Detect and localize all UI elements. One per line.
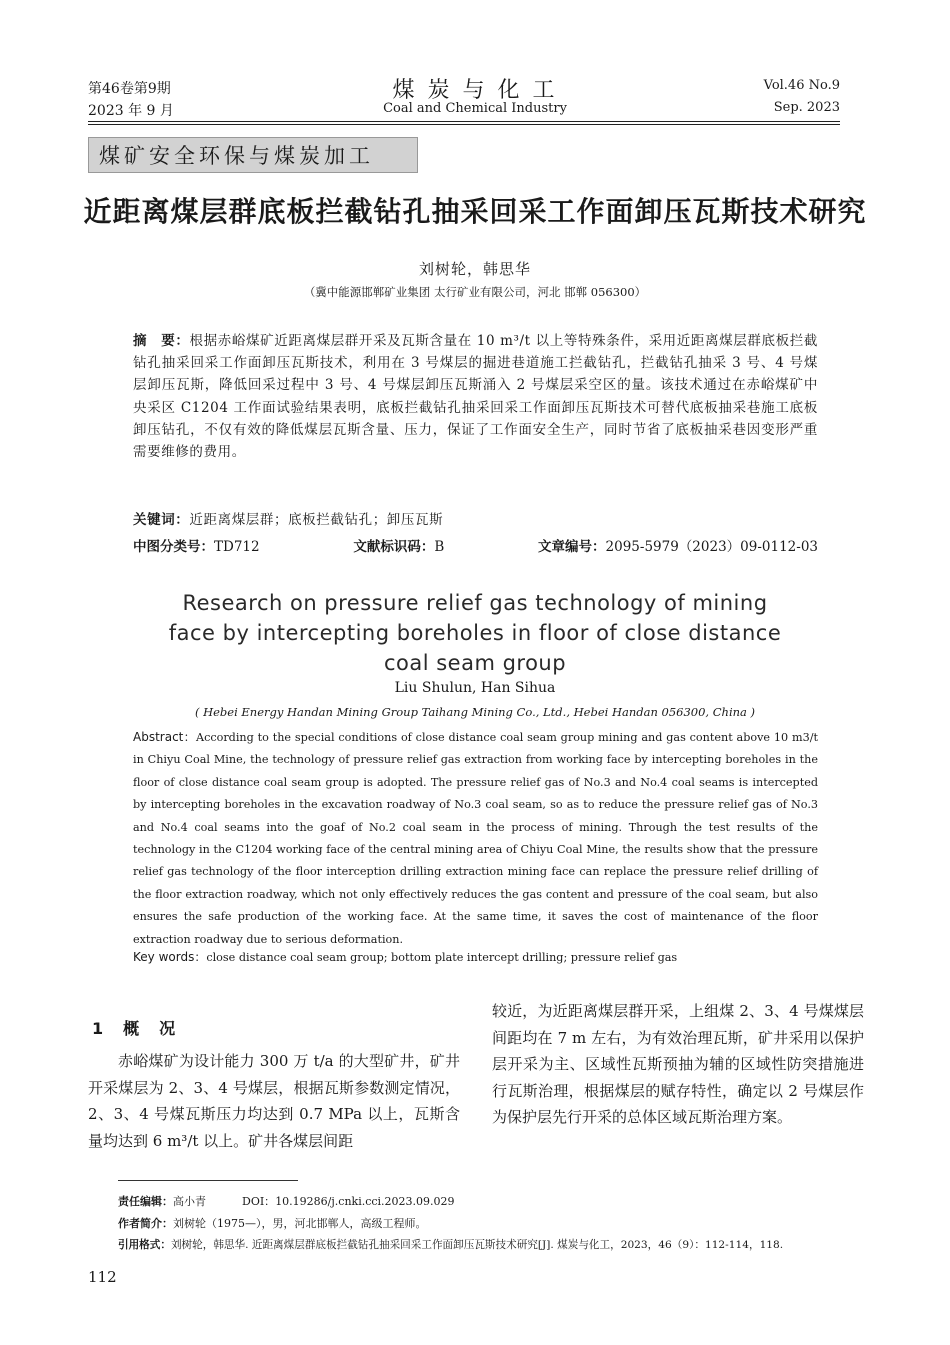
abstract-cn-text: 根据赤峪煤矿近距离煤层群开采及瓦斯含量在 10 m³/t 以上等特殊条件，采用近距离煤层群底板拦截钻孔抽采回采工作面卸压瓦斯技术，利用在 3 号煤层的掘进巷道施工拦截钻孔，拦截钻孔抽采 3 号、4 号煤层卸压瓦斯，降低回采过程中 3 号、4 号煤层卸压瓦斯涌入 2 号煤层采空区的量。该技术通过在赤峪煤矿中央采区 C1204 工作面试验结果表明，底板拦截钻孔抽采回采工作面卸压瓦斯技术可替代底板抽采巷施工底板卸压钻孔，不仅有效的降低煤层瓦斯含量、压力，保证了工作面安全生产，同时节省了底板抽采巷因变形严重需要维修的费用。 <box>133 333 818 461</box>
affiliation-en: ( Hebei Energy Handan Mining Group Taihang Mining Co., Ltd., Hebei Handan 056300, China ) <box>194 705 756 719</box>
keywords-cn-label: 关键词： <box>133 512 190 528</box>
footnote-citation <box>118 1237 878 1252</box>
keywords-en-text: close distance coal seam group; bottom plate intercept drilling; pressure relief gas <box>206 951 678 964</box>
author-bio: 刘树轮（1975—），男，河北邯郸人，高级工程师。 <box>173 1217 427 1230</box>
authors-cn: 刘树轮，韩思华 <box>418 260 531 278</box>
body-paragraph-left: 赤峪煤矿为设计能力 300 万 t/a 的大型矿井，矿井开采煤层为 2、3、4 号煤层，根据瓦斯参数测定情况，2、3、4 号煤瓦斯压力均达到 0.7 MPa 以上，瓦斯含量均达到 6 m³/t 以上。矿井各煤层间距 <box>88 1052 460 1150</box>
volume-en: Vol.46 No.9 <box>763 78 840 93</box>
editor-name: 高小青 <box>173 1195 206 1208</box>
classification-row <box>133 535 818 555</box>
clc-code <box>133 535 260 555</box>
footnote-editor <box>118 1193 878 1209</box>
abstract-en-label: Abstract： <box>133 730 196 744</box>
article-title-en-text: Research on pressure relief gas technology of mining face by intercepting boreholes in floor of close distance coal seam group <box>168 591 782 675</box>
journal-name-cn: 煤 炭 与 化 工 <box>392 78 558 103</box>
page-number: 112 <box>88 1268 117 1286</box>
article-title-cn: 近距离煤层群底板拦截钻孔抽采回采工作面卸压瓦斯技术研究 <box>83 195 867 228</box>
header-rule-2 <box>88 124 840 125</box>
affiliation-cn: （冀中能源邯郸矿业集团 太行矿业有限公司，河北 邯郸 056300） <box>303 285 647 299</box>
issue-date-cn: 2023 年 9 月 <box>88 103 174 119</box>
footnote-rule <box>118 1180 298 1181</box>
doi-value: 10.19286/j.cnki.cci.2023.09.029 <box>275 1195 455 1208</box>
keywords-en <box>133 948 818 965</box>
keywords-cn-text: 近距离煤层群；底板拦截钻孔；卸压瓦斯 <box>189 512 444 528</box>
article-label: 文章编号： <box>538 539 606 555</box>
article-number <box>538 535 818 555</box>
keywords-cn <box>133 508 818 528</box>
citation-text: 刘树轮，韩思华. 近距离煤层群底板拦截钻孔抽采回采工作面卸压瓦斯技术研究[J]. 煤炭与化工，2023，46（9）：112-114，118. <box>170 1239 784 1251</box>
journal-name-en: Coal and Chemical Industry <box>383 101 567 116</box>
doc-label: 文献标识码： <box>353 539 435 555</box>
header-rule <box>88 121 840 122</box>
abstract-en-text: According to the special conditions of close distance coal seam group mining and gas content above 10 m3/t in Chiyu Coal Mine, the technology of pressure relief gas extraction from working face by intercepting boreholes in the floor of close distance coal seam group is adopted. The pressure relief gas of No.3 and No.4 coal seams is intercepted by intercepting boreholes in the excavation roadway of No.3 coal seam, so as to reduce the pressure relief gas of No.3 and No.4 coal seams into the goaf of No.2 coal seam in the process of mining. Through the test results of the technology in the C1204 working face of the central mining area of Chiyu Coal Mine, the results show that the pressure relief gas technology of the floor interception drilling extraction mining face can replace the pressure relief drilling of the floor extraction roadway, which not only effectively reduces the gas content and pressure of the coal seam, but also ensures the safe production of the working face. At the same time, it saves the cost of maintenance of the floor extraction roadway due to serious deformation. <box>133 731 819 946</box>
section-heading: 1 概 况 <box>92 1019 178 1038</box>
footnote-author <box>118 1215 878 1231</box>
clc-value: TD712 <box>214 539 260 555</box>
article-value: 2095-5979（2023）09-0112-03 <box>605 539 818 555</box>
doc-code <box>353 535 444 555</box>
citation-label: 引用格式： <box>118 1239 171 1251</box>
abstract-cn-label: 摘 要： <box>133 333 190 349</box>
abstract-en <box>133 726 818 951</box>
author-bio-label: 作者简介： <box>118 1217 173 1230</box>
clc-label: 中图分类号： <box>133 539 214 555</box>
authors-en: Liu Shulun, Han Sihua <box>394 680 556 696</box>
doi-label: DOI： <box>242 1195 276 1208</box>
issue-number-cn: 第46卷第9期 <box>88 81 171 97</box>
abstract-cn <box>133 330 818 463</box>
issue-date-en: Sep. 2023 <box>773 100 840 115</box>
article-title-en <box>0 588 950 678</box>
doc-value: B <box>434 539 445 555</box>
keywords-en-label: Key words： <box>133 950 207 964</box>
body-paragraph-right: 较近，为近距离煤层群开采，上组煤 2、3、4 号煤煤层间距均在 7 m 左右，为有效治理瓦斯，矿井采用以保护层开采为主、区域性瓦斯预抽为辅的区域性防突措施进行瓦斯治理，根据煤层的赋存特性，确定以 2 号煤层作为保护层先行开采的总体区域瓦斯治理方案。 <box>492 1002 864 1126</box>
editor-label: 责任编辑： <box>118 1195 173 1208</box>
column-tag: 煤矿安全环保与煤炭加工 <box>88 137 418 173</box>
